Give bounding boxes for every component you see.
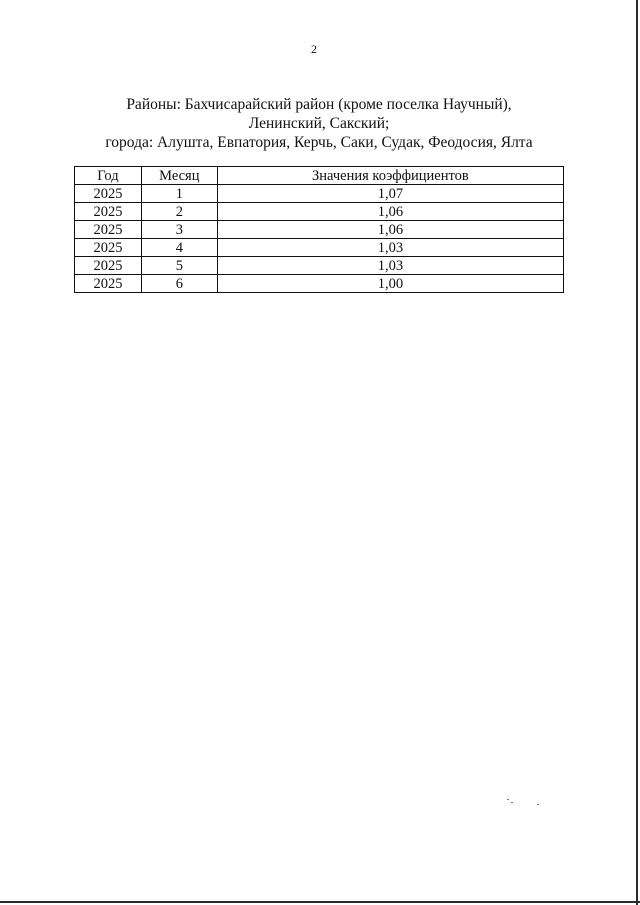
coefficients-table: [74, 166, 564, 293]
cell-coefficient: 1,07: [217, 185, 563, 203]
table-row: [75, 203, 564, 221]
table-row: [75, 185, 564, 203]
cell-month: 3: [141, 221, 217, 239]
table-row: [75, 257, 564, 275]
cell-coefficient: 1,03: [217, 239, 563, 257]
table-header-row: [75, 167, 564, 185]
cell-month: 5: [141, 257, 217, 275]
heading-line-districts: Районы: Бахчисарайский район (кроме поселка Научный),: [126, 96, 512, 113]
cell-year: 2025: [75, 257, 142, 275]
scan-speck: [507, 799, 509, 800]
scan-speck: [511, 802, 513, 803]
scan-speck: [537, 804, 539, 805]
heading-line-districts-continued: Ленинский, Сакский;: [248, 115, 390, 132]
cell-year: 2025: [75, 221, 142, 239]
cell-coefficient: 1,03: [217, 257, 563, 275]
cell-year: 2025: [75, 275, 142, 293]
document-heading: [0, 95, 638, 152]
scan-edge-right: [636, 0, 638, 905]
cell-month: 6: [141, 275, 217, 293]
cell-coefficient: 1,06: [217, 203, 563, 221]
table-row: [75, 221, 564, 239]
page-number: 2: [311, 42, 317, 56]
cell-year: 2025: [75, 239, 142, 257]
cell-month: 2: [141, 203, 217, 221]
cell-year: 2025: [75, 185, 142, 203]
heading-line-cities: города: Алушта, Евпатория, Керчь, Саки, Судак, Феодосия, Ялта: [105, 134, 533, 151]
cell-month: 4: [141, 239, 217, 257]
table-row: [75, 275, 564, 293]
column-header-year: Год: [75, 167, 142, 185]
cell-year: 2025: [75, 203, 142, 221]
column-header-coefficient: Значения коэффициентов: [217, 167, 563, 185]
table-row: [75, 239, 564, 257]
cell-month: 1: [141, 185, 217, 203]
scan-edge-bottom: [0, 901, 640, 903]
cell-coefficient: 1,00: [217, 275, 563, 293]
cell-coefficient: 1,06: [217, 221, 563, 239]
column-header-month: Месяц: [141, 167, 217, 185]
